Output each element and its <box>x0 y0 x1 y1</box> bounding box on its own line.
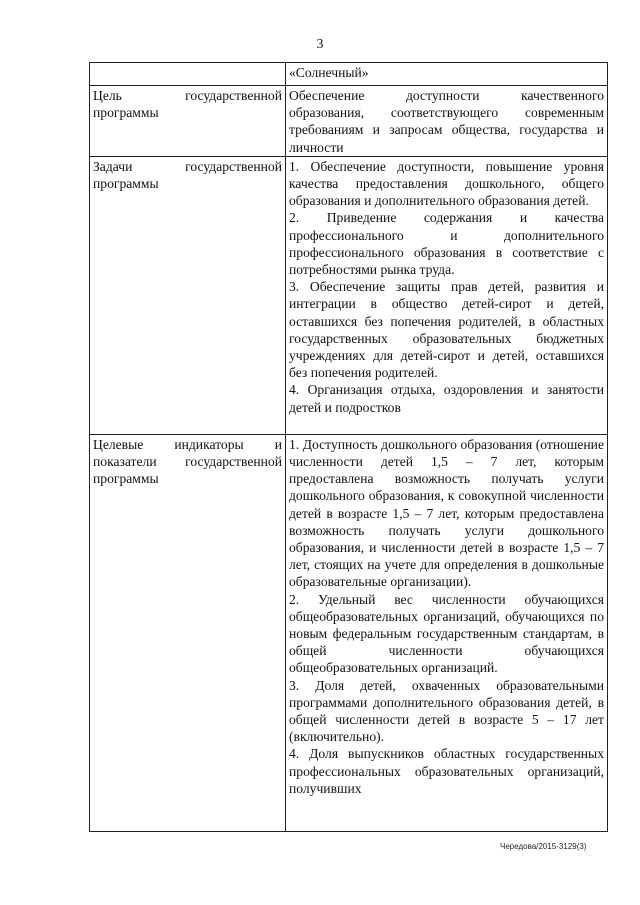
row-paragraph: 1. Обеспечение доступности, повышение уровня качества предоставления дошкольного, общего образования и дополнительного образования детей. <box>289 158 604 209</box>
row-paragraph: 1. Доступность дошкольного образования (отношение численности детей 1,5 – 7 лет, которым предоставлена возможность получать услуги дошкольного образования, к совокупной численности детей в возрасте 1,5 – 7 лет, которым предоставлена возможность получать услуги дошкольного образования, и численности детей в возрасте 1,5 – 7 лет, стоящих на учете для определения в дошкольные образовательные организации). <box>289 436 604 590</box>
row-label-tasks <box>90 156 286 434</box>
row-paragraph: 2. Удельный вес численности обучающихся общеобразовательных организаций, обучающихся по новым федеральным государственным стандартам, в общей численности обучающихся общеобразовательных организаций. <box>289 591 604 676</box>
row-label-line: программы <box>93 471 159 487</box>
row-label-line: показатели государственной <box>93 454 282 470</box>
row-label-line: Цель государственной <box>93 88 282 103</box>
row-paragraph: 4. Организация отдыха, оздоровления и занятости детей и подростков <box>289 382 604 415</box>
row-paragraph: 2. Приведение содержания и качества профессионального и дополнительного профессионального образования в соответствие с потребностями рынка труда. <box>289 210 604 278</box>
row-label-line: программы <box>93 105 159 121</box>
row-content-goal <box>286 86 608 157</box>
program-table <box>89 62 608 832</box>
row-content-indicators <box>286 434 608 831</box>
row-label-line: программы <box>93 176 159 192</box>
header-right-cell: «Солнечный» <box>286 63 608 86</box>
row-label-indicators <box>90 434 286 831</box>
row-content-tasks <box>286 156 608 434</box>
row-paragraph: 4. Доля выпускников областных государственных профессиональных образовательных организаций, получивших <box>289 746 604 796</box>
page-number: 3 <box>316 37 324 52</box>
row-paragraph: 3. Обеспечение защиты прав детей, развития и интеграции в общество детей-сирот и детей, оставшихся без попечения родителей, в областных государственных образовательных бюджетных учреждениях для детей-сирот и детей, оставшихся без попечения родителей. <box>289 279 604 381</box>
document-reference: Чередова/2015-3129(3) <box>500 842 587 851</box>
header-left-cell <box>90 63 286 86</box>
table-row-indicators <box>90 434 608 831</box>
table-header-row <box>90 63 608 86</box>
row-label-line: Задачи государственной <box>93 158 282 174</box>
table-row-tasks <box>90 156 608 434</box>
row-label-line: Целевые индикаторы и <box>93 436 282 452</box>
row-paragraph: 3. Доля детей, охваченных образовательными программами дополнительного образования детей, в общей численности детей в возрасте 5 – 17 лет (включительно). <box>289 677 604 745</box>
table-row-goal <box>90 86 608 157</box>
row-label-goal <box>90 86 286 157</box>
row-paragraph: Обеспечение доступности качественного образования, соответствующего современным требованиям и запросам общества, государства и личности <box>289 88 604 155</box>
